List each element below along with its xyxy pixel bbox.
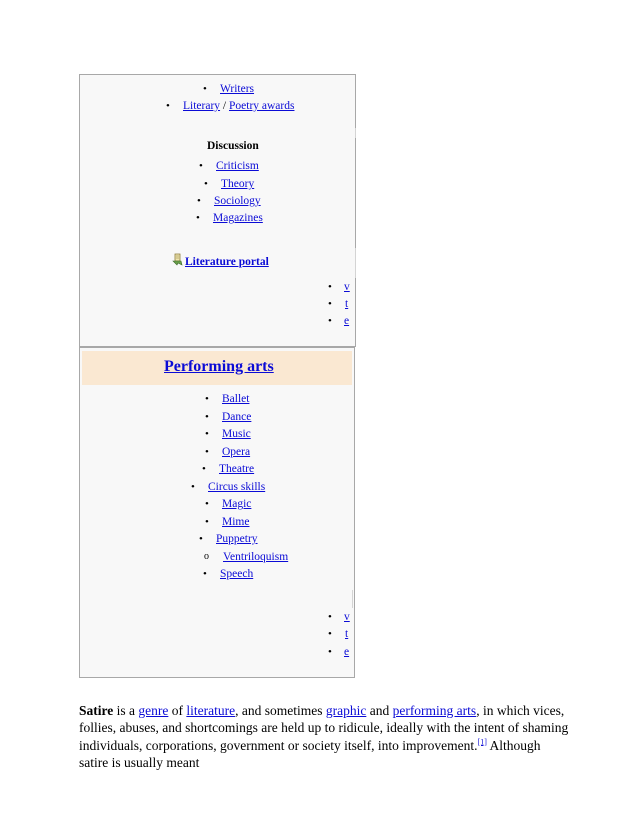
text: , and sometimes [235, 702, 326, 718]
link-literary[interactable]: Literary [183, 100, 221, 112]
link-sociology[interactable]: Sociology [214, 195, 261, 207]
link-literature[interactable]: literature [186, 702, 236, 718]
link-talk[interactable]: t [345, 298, 349, 310]
link-dance[interactable]: Dance [222, 411, 252, 423]
link-magic[interactable]: Magic [222, 498, 252, 510]
bullet: • [204, 178, 208, 190]
bullet: • [191, 481, 195, 493]
bullet: • [205, 498, 209, 510]
text: Although satire is usually meant [79, 737, 541, 770]
link-writers[interactable]: Writers [220, 83, 255, 95]
link-genre[interactable]: genre [138, 702, 169, 718]
link-criticism[interactable]: Criticism [216, 160, 259, 172]
link-view[interactable]: v [344, 281, 350, 293]
link-poetry-awards[interactable]: Poetry awards [229, 100, 295, 112]
bullet: • [199, 160, 203, 172]
navbox-title-performing-arts[interactable]: Performing arts [164, 358, 274, 375]
link-puppetry[interactable]: Puppetry [216, 533, 258, 545]
link-theory[interactable]: Theory [221, 178, 255, 190]
term-satire: Satire [79, 702, 114, 718]
link-graphic[interactable]: graphic [325, 702, 367, 718]
article-paragraph [79, 702, 569, 772]
bullet: • [203, 568, 207, 580]
bullet: • [328, 611, 332, 623]
link-talk[interactable]: t [345, 628, 349, 640]
bullet: • [202, 463, 206, 475]
cell-divider [352, 590, 353, 608]
link-literature-portal[interactable]: Literature portal [185, 256, 269, 268]
bullet: • [166, 100, 170, 112]
text: is a [113, 702, 139, 718]
circle-bullet: o [204, 551, 209, 562]
cell-divider [355, 248, 356, 278]
link-edit[interactable]: e [344, 315, 350, 327]
bullet: • [205, 393, 209, 405]
link-ballet[interactable]: Ballet [222, 393, 250, 405]
bullet: • [328, 628, 332, 640]
link-view[interactable]: v [344, 611, 350, 623]
bullet: • [328, 646, 332, 658]
cell-divider [355, 128, 356, 138]
bullet: • [203, 83, 207, 95]
bullet: • [196, 212, 200, 224]
bullet: • [205, 411, 209, 423]
literature-portal-icon [172, 253, 183, 266]
bullet: • [197, 195, 201, 207]
link-theatre[interactable]: Theatre [219, 463, 255, 475]
link-circus-skills[interactable]: Circus skills [208, 481, 266, 493]
bullet: • [328, 315, 332, 327]
bullet: • [328, 281, 332, 293]
link-speech[interactable]: Speech [220, 568, 254, 580]
bullet: • [328, 298, 332, 310]
link-music[interactable]: Music [222, 428, 251, 440]
bullet: • [199, 533, 203, 545]
text: and [366, 702, 393, 718]
link-opera[interactable]: Opera [222, 446, 251, 458]
awards-line [183, 99, 294, 113]
bullet: • [205, 446, 209, 458]
link-performing-arts[interactable]: performing arts [392, 702, 477, 718]
bullet: • [205, 516, 209, 528]
link-edit[interactable]: e [344, 646, 350, 658]
text: of [168, 702, 187, 718]
text: , in which vices, follies, abuses, and shortcomings are held up to ridicule, ideally with the intent of shaming individuals, corporations, government or society itself, into improvement. [79, 702, 569, 753]
bullet: • [205, 428, 209, 440]
link-mime[interactable]: Mime [222, 516, 250, 528]
performing-arts-navbox [79, 347, 355, 678]
link-ventriloquism[interactable]: Ventriloquism [223, 551, 289, 563]
discussion-heading: Discussion [207, 140, 259, 152]
link-magazines[interactable]: Magazines [213, 212, 263, 224]
citation-1[interactable]: [1] [477, 737, 487, 746]
separator: / [222, 100, 227, 112]
